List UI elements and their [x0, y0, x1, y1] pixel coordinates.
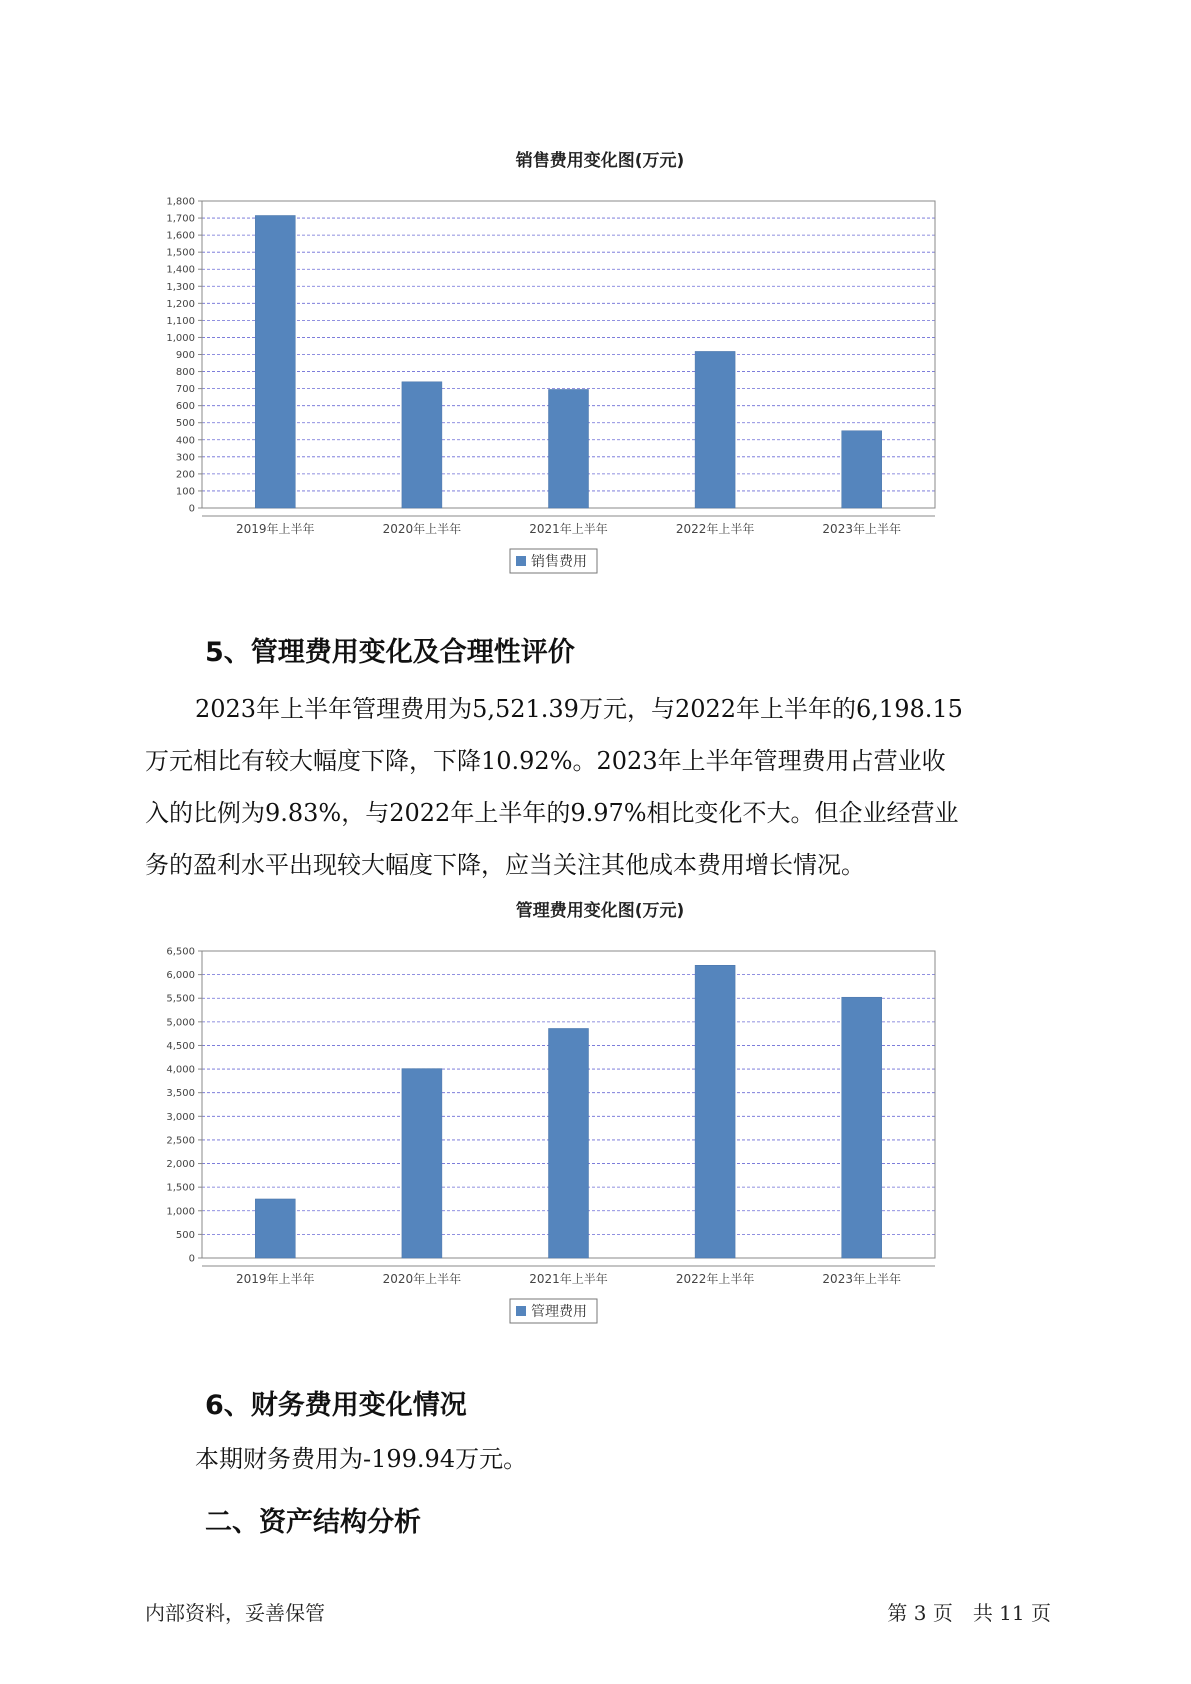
section-6-heading: 6、财务费用变化情况 — [205, 1390, 467, 1421]
y-tick-label: 1,800 — [166, 196, 195, 208]
y-tick-label: 1,400 — [166, 264, 195, 276]
y-tick-label: 2,500 — [166, 1135, 195, 1147]
chart-title: 销售费用变化图(万元) — [515, 151, 685, 171]
legend-swatch — [516, 556, 526, 566]
bar — [549, 389, 589, 508]
bar — [695, 965, 735, 1258]
y-tick-label: 5,500 — [166, 993, 195, 1005]
footer-left: 内部资料，妥善保管 — [145, 1601, 325, 1625]
admin-expense-chart — [150, 896, 1050, 1346]
paragraph-line: 入的比例为9.83%，与2022年上半年的9.97%相比变化不大。但企业经营业 — [145, 799, 959, 827]
section-6-paragraph: 本期财务费用为-199.94万元。 — [195, 1445, 528, 1473]
legend — [510, 1299, 597, 1323]
chart-title: 管理费用变化图(万元) — [515, 901, 685, 921]
y-tick-label: 500 — [175, 1229, 195, 1241]
section-two-heading: 二、资产结构分析 — [205, 1507, 421, 1538]
legend — [510, 549, 597, 573]
y-tick-label: 2,000 — [166, 1159, 195, 1171]
bar — [255, 1199, 295, 1258]
y-tick-label: 3,000 — [166, 1111, 195, 1123]
y-tick-label: 200 — [175, 469, 195, 481]
y-tick-label: 5,000 — [166, 1017, 195, 1029]
x-tick-label: 2022年上半年 — [675, 1272, 755, 1286]
x-tick-label: 2021年上半年 — [529, 1272, 608, 1286]
y-tick-label: 900 — [175, 350, 195, 361]
bar — [695, 351, 735, 508]
bar — [842, 997, 882, 1258]
bar — [549, 1028, 589, 1258]
x-tick-label: 2019年上半年 — [236, 1272, 315, 1286]
x-tick-label: 2020年上半年 — [382, 522, 462, 536]
paragraph-line: 2023年上半年管理费用为5,521.39万元，与2022年上半年的6,198.15 — [195, 695, 963, 723]
legend-swatch — [516, 1306, 526, 1316]
y-tick-label: 1,000 — [166, 332, 195, 344]
y-tick-label: 0 — [188, 1253, 195, 1265]
y-tick-label: 700 — [175, 384, 195, 396]
bar — [842, 431, 882, 508]
admin-expense-chart-plot — [150, 926, 1050, 1346]
section-5-paragraph — [145, 683, 1045, 891]
y-tick-label: 800 — [175, 367, 195, 379]
y-tick-label: 1,200 — [166, 298, 195, 310]
sales-expense-chart — [150, 146, 1050, 596]
y-tick-label: 1,000 — [166, 1206, 195, 1218]
y-tick-label: 4,000 — [166, 1064, 195, 1076]
y-tick-label: 1,100 — [166, 315, 195, 327]
y-tick-label: 600 — [175, 401, 195, 413]
y-tick-label: 6,500 — [166, 946, 195, 958]
y-tick-label: 300 — [175, 452, 195, 464]
y-tick-label: 6,000 — [166, 970, 195, 982]
y-tick-label: 1,700 — [166, 213, 195, 225]
y-tick-label: 1,500 — [166, 1182, 195, 1194]
bar — [402, 382, 442, 508]
bar — [255, 215, 295, 508]
y-tick-label: 100 — [175, 486, 195, 498]
legend-label: 销售费用 — [531, 554, 587, 570]
y-tick-label: 1,600 — [166, 230, 195, 242]
x-tick-label: 2019年上半年 — [236, 522, 315, 536]
bar — [402, 1069, 442, 1258]
sales-expense-chart-plot — [150, 176, 1050, 596]
y-tick-label: 1,300 — [166, 281, 195, 293]
paragraph-line: 万元相比有较大幅度下降，下降10.92%。2023年上半年管理费用占营业收 — [145, 747, 946, 775]
y-tick-label: 400 — [175, 435, 195, 447]
legend-label: 管理费用 — [531, 1304, 587, 1320]
y-tick-label: 1,500 — [166, 247, 195, 259]
paragraph-line: 务的盈利水平出现较大幅度下降，应当关注其他成本费用增长情况。 — [145, 851, 865, 879]
x-tick-label: 2022年上半年 — [675, 522, 755, 536]
y-tick-label: 500 — [175, 418, 195, 430]
x-tick-label: 2020年上半年 — [382, 1272, 462, 1286]
x-tick-label: 2021年上半年 — [529, 522, 608, 536]
y-tick-label: 4,500 — [166, 1040, 195, 1052]
x-tick-label: 2023年上半年 — [822, 522, 901, 536]
y-tick-label: 0 — [188, 503, 195, 515]
section-5-heading: 5、管理费用变化及合理性评价 — [205, 637, 575, 668]
y-tick-label: 3,500 — [166, 1088, 195, 1100]
x-tick-label: 2023年上半年 — [822, 1272, 901, 1286]
footer-page-number: 第 3 页 共 11 页 — [887, 1601, 1051, 1625]
